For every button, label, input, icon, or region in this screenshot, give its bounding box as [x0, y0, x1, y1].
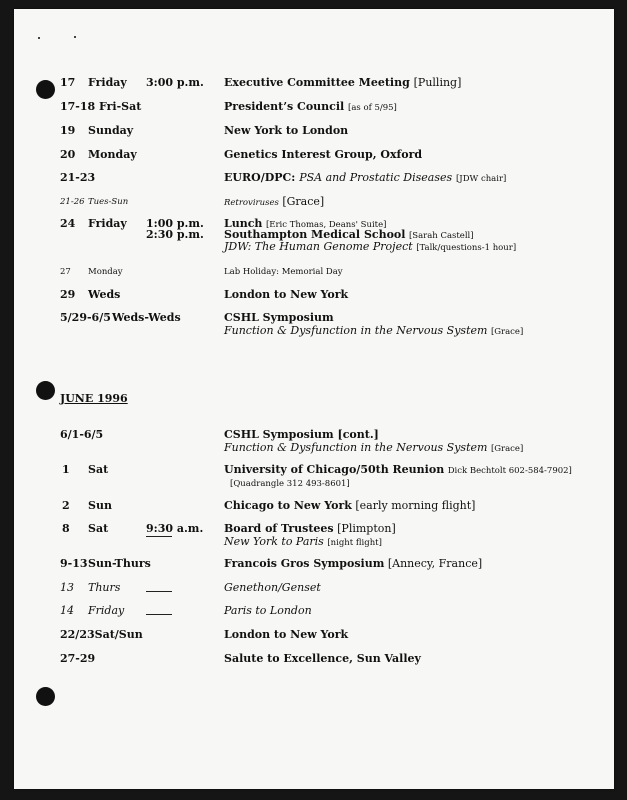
date: 8 — [62, 522, 70, 535]
note: Dick Bechtolt 602-584-7902] — [447, 466, 572, 476]
note: [Plimpton] — [337, 522, 396, 535]
punch-hole — [36, 687, 55, 706]
note: [early morning flight] — [355, 499, 476, 512]
event: Genethon/Genset — [224, 581, 321, 594]
punch-hole — [36, 381, 55, 400]
note: [Grace] — [282, 195, 325, 208]
date: 22/23Sat/Sun — [60, 628, 143, 641]
event: London to New York — [224, 628, 349, 641]
date: 21-23 — [60, 171, 96, 184]
event: Chicago to New York — [224, 499, 352, 512]
date: 1 — [62, 463, 70, 476]
date: 19 — [60, 124, 76, 137]
day: Friday — [88, 76, 127, 89]
event: EURO/DPC: — [224, 171, 296, 184]
note: [Sarah Castell] — [408, 231, 474, 241]
day: Tues-Sun — [88, 197, 129, 207]
day: Friday — [88, 604, 125, 617]
speck — [74, 36, 76, 38]
date: 17-18 Fri-Sat — [60, 100, 142, 113]
date: 2 — [62, 499, 70, 512]
date: 5/29-6/5 — [60, 311, 111, 324]
note: [Quadrangle 312 493-8601] — [230, 479, 350, 489]
blank-line — [146, 535, 172, 537]
note: [Grace] — [490, 444, 524, 454]
time: 3:00 p.m. — [146, 76, 204, 89]
event-topic: PSA and Prostatic Diseases — [299, 171, 453, 184]
day: Sun-Thurs — [88, 557, 151, 570]
date: 21-26 — [60, 197, 85, 207]
note: [Grace] — [490, 327, 524, 337]
time: 1:00 p.m. — [146, 217, 204, 230]
date: 29 — [60, 288, 76, 301]
day: Weds — [88, 288, 121, 301]
note: [as of 5/95] — [348, 103, 397, 113]
event: Genetics Interest Group, Oxford — [224, 148, 423, 161]
date: 27 — [60, 267, 71, 277]
event: Southampton Medical School — [224, 228, 406, 241]
event: University of Chicago/50th Reunion — [224, 463, 445, 476]
event: Lab Holiday: Memorial Day — [224, 267, 343, 277]
event: New York to London — [224, 124, 349, 137]
day: Monday — [88, 148, 137, 161]
note: [Talk/questions-1 hour] — [416, 243, 517, 253]
punch-hole — [36, 80, 55, 99]
day: Friday — [88, 217, 127, 230]
date: 6/1-6/5 — [60, 428, 104, 441]
month-header: JUNE 1996 — [60, 392, 128, 405]
event: CSHL Symposium [cont.] — [224, 428, 379, 441]
date: 17 — [60, 76, 76, 89]
day: Sun — [88, 499, 112, 512]
day: Sat — [88, 463, 109, 476]
time: 9:30 a.m. — [146, 522, 204, 535]
event: Retroviruses — [224, 198, 279, 208]
speck — [38, 37, 40, 39]
date: 27-29 — [60, 652, 96, 665]
date: 20 — [60, 148, 76, 161]
time: 2:30 p.m. — [146, 228, 204, 241]
date: 9-13 — [60, 557, 88, 570]
event: President’s Council — [224, 100, 345, 113]
event: Salute to Excellence, Sun Valley — [224, 652, 421, 665]
event: Paris to London — [224, 604, 312, 617]
note: [Eric Thomas, Deans' Suite] — [265, 220, 387, 230]
event: New York to Paris — [224, 535, 324, 548]
day: Thurs — [88, 581, 121, 594]
blank-line — [146, 590, 172, 592]
note: [night flight] — [327, 538, 382, 548]
event: CSHL Symposium — [224, 311, 334, 324]
event: Francois Gros Symposium — [224, 557, 385, 570]
event: Board of Trustees — [224, 522, 334, 535]
day: Sunday — [88, 124, 134, 137]
blank-line — [146, 613, 172, 615]
event: Function & Dysfunction in the Nervous System — [224, 324, 488, 337]
event: Lunch — [224, 217, 263, 230]
date: 24 — [60, 217, 76, 230]
day: Sat — [88, 522, 109, 535]
day: Monday — [88, 267, 123, 277]
event: Executive Committee Meeting — [224, 76, 410, 89]
event: London to New York — [224, 288, 349, 301]
event: Function & Dysfunction in the Nervous System — [224, 441, 488, 454]
note: [Annecy, France] — [387, 557, 483, 570]
date: 14 — [60, 604, 74, 617]
note: [Pulling] — [413, 76, 462, 89]
note: [JDW chair] — [455, 174, 507, 184]
day: Weds-Weds — [112, 311, 181, 324]
event: JDW: The Human Genome Project — [224, 240, 413, 253]
date: 13 — [60, 581, 74, 594]
